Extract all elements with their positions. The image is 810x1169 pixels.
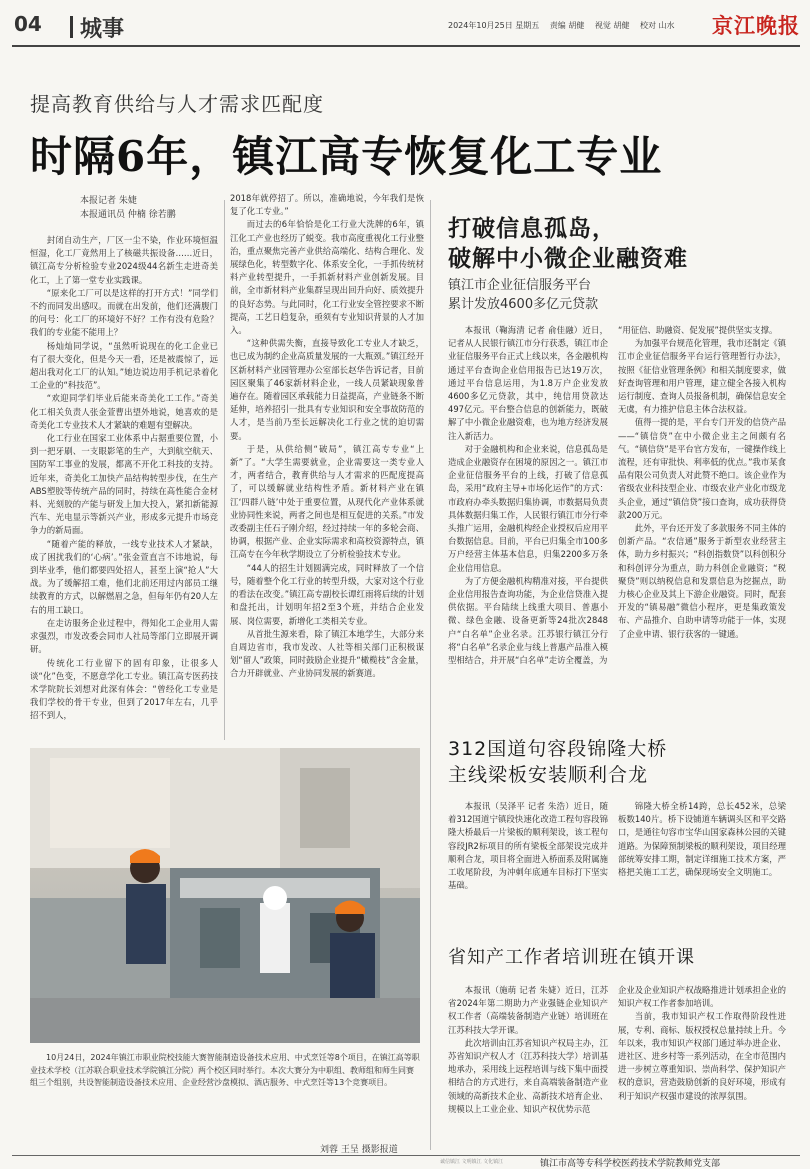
header-meta [448, 20, 683, 31]
paragraph: 企业及企业知识产权战略推进计划承担企业的知识产权工作者参加培训。 [618, 985, 786, 1009]
paragraph: “用征信、助融资、促发展”提供坚实支撑。 [618, 325, 778, 335]
paragraph: 本报讯（施萌 记者 朱婕）近日，江苏省2024年第二期助力产业强链企业知识产权工作者（高端装备制造产业链）培训班在江苏科技大学开课。 [448, 985, 608, 1035]
proofreader-credit: 校对 山水 [640, 21, 675, 30]
ip-headline: 省知产工作者培训班在镇开课 [448, 947, 695, 968]
news-photo [30, 748, 420, 1043]
bridge-headline-line-1: 312国道句容段锦隆大桥 [448, 738, 668, 760]
lead-byline-correspondent: 本报通讯员 仲楠 徐若鹏 [80, 210, 176, 220]
paragraph: “这种供需失衡，直接导致化工专业人才缺乏，也已成为制约企业高质量发展的一大瓶颈。”镇江经开区新材料产业园管理办公室部长赵华告诉记者，目前园区聚集了46家新材料企业，一线人员紧缺现象普遍存在。随着园区承载能力日益提高，产业链条不断延伸，培养招引一批具有专业知识和安全事故防范的人才，是当前乃至长远解决化工行业之忧的迫切需要。 [230, 338, 424, 441]
paragraph: 对于金融机构和企业来说，信息孤岛是造成企业融资存在困境的原因之一。镇江市企业征信服务平台的上线，打破了信息孤岛，采用“政府主导+市场化运作”的方式：市政府办牵头数据归集协调，市数据局负责具体数据归集工作，人民银行镇江市分行牵头推广运用，金融机构经企业授权后应用平台数据信息。目前，平台已归集全市100多万户经营主体基本信息，归集2200多万条企业信用信息。 [448, 443, 608, 573]
column-divider [224, 200, 225, 740]
paragraph: 此次培训由江苏省知识产权局主办，江苏省知识产权人才（江苏科技大学）培训基地承办，采用线上远程培训与线下集中面授相结合的方式进行，来自高端装备制造产业领域的高新技术企业、高新技术培育企业、规模以上工业企业、知识产权优势示范 [448, 1037, 608, 1114]
paragraph: 此外，平台还开发了多款服务不同主体的创新产品。“农信通”服务于新型农业经营主体，助力乡村振兴；“科创指数贷”以科创积分和科创评分为重点，助力科创企业融资；“税聚贷”则以纳税信息和发票信息为挖掘点，助力核心企业及其上下游企业融资。同时，配套开发的“镇易融”微信小程序，更是集政策发布、产品推介、自助申请等功能于一体，实现了企业申请、银行获客的一键通。 [618, 523, 786, 639]
paragraph: 为加强平台规范化管理，我市还制定《镇江市企业征信服务平台运行管理暂行办法》，按照《征信业管理条例》和相关制度要求，做好查询管理和用户管理，建立健全各接入机构运行制度、查询人员报备机制，确保信息安全无虞，有力推护信息主体合法权益。 [618, 338, 786, 415]
photo-caption [30, 1052, 420, 1090]
paragraph: 从首批生源来看，除了镇江本地学生，大部分来自周边省市，我市发改、人社等相关部门正积极谋划“留人”政策，同时鼓励企业提升“橄榄枝”含金量，合力开辟就业、产业协同发展的新赛道。 [230, 628, 424, 679]
paragraph: “44人的招生计划圆满完成，同时释放了一个信号，随着整个化工行业的转型升级，大家对这个行业的看法在改变。”镇江高专副校长谭红雨将后续的计划和盘托出，计划明年招2至3个班，并结合企业发展、岗位需要，新增化工类相关专业。 [230, 562, 424, 626]
paragraph: 杨灿灿同学说，“虽然听说现在的化工企业已有了很大变化，但是今天一看，还是被震惊了，远超出我对化工厂的认知。”她边说边用手机记录着化工企业的“科技范”。 [30, 340, 218, 391]
lead-byline [80, 194, 210, 222]
photo-credit: 刘蓉 王呈 摄影报道 [320, 1145, 398, 1155]
lead-byline-reporter: 本报记者 朱婕 [80, 196, 137, 206]
finance-headline-line-2: 破解中小微企业融资难 [448, 246, 688, 272]
section-name: 城事 [80, 17, 125, 42]
paragraph: 本报讯（吴泽平 记者 朱浩）近日，随着312国道宁镇段快速化改造工程句容段锦隆大桥最后一片梁板的顺利架设，该工程句容段JR2标项目的所有梁板全部架设完成并顺利合龙，项目将全面进入桥面系及附属施工收尾阶段，为冲刺年底通车目标打下坚实基础。 [448, 801, 608, 891]
bridge-column-1 [448, 800, 608, 910]
newspaper-masthead: 京江晚报 [712, 13, 800, 38]
bridge-headline [448, 736, 667, 788]
issue-date: 2024年10月25日 星期五 [448, 21, 540, 30]
bridge-headline-line-2: 主线梁板安装顺利合龙 [448, 764, 649, 786]
finance-deck [448, 276, 598, 314]
lead-kicker: 提高教育供给与人才需求匹配度 [30, 92, 324, 116]
ip-column-2 [618, 984, 786, 1150]
paragraph: 当前，我市知识产权工作取得阶段性进展，专利、商标、版权授权总量持续上升。今年以来，我市知识产权部门通过举办进企业、进社区、进乡村等一系列活动，在全市范围内进一步树立尊重知识、崇尚科学、保护知识产权的意识，营造鼓励创新的良好环境，形成有利于知识产权强市建设的浓厚氛围。 [618, 1011, 786, 1101]
paragraph: “随着产能的释放，一线专业技术人才紧缺，成了困扰我们的‘心病’。”张金萱直言不讳地说，每到毕业季，他们都要四处招人，甚至上演“抢人”大战。为了缓解招工难，他们北前还用过内部员工继续教育的方式，以解燃眉之急，但每年仍有20人左右的用工缺口。 [30, 538, 218, 615]
lead-headline: 时隔6年，镇江高专恢复化工专业 [30, 132, 663, 181]
paragraph: 于是，从供给侧“破局”，镇江高专专业“上新”了。“大学生需要就业，企业需要这一类专业人才，两者结合，教育供给与人才需求的匹配度提高了，可以缓解就业结构性矛盾。新材料产业在镇江‘四群八链’中处于重要位置，从现代化产业体系就业协同性来说，两者之间也是相互促进的关系。”市发改委副主任石子刚介绍，经过持续一年的多轮会商、协调，根据产业、企业实际需求和高校资源特点，镇江高专在今年秋学期设立了分析检验技术专业。 [230, 443, 424, 560]
finance-deck-line-2: 累计发放4600多亿元贷款 [448, 297, 599, 312]
finance-headline [448, 214, 688, 274]
finance-column-2 [618, 324, 786, 720]
paragraph: 传统化工行业留下的固有印象，让很多人谈“化”色变，不愿意学化工专业。镇江高专医药技术学院院长刘想对此深有体会：“曾经化工专业是我们学校的骨干专业，但到了2017年左右，几乎招不到人， [30, 657, 218, 721]
footer-fine-print: 诚信镇江 文明镇江 文化镇江 [440, 1159, 504, 1165]
paragraph: 化工行业在国家工业体系中占据重要位置，小到一把牙刷、一支眼影笔的生产，大到航空航天、国防军工事业的发展，都离不开化工科技的支持。近年来，奇美化工加快产品结构转型步伐，在生产ABS塑胶等传统产品的同时，持续在高性能合金材料、光刻胶的产能与研发上加大投入，紧扣新能源汽车、光电显示等新兴产业，形成多元提升市场竞争力的新局面。 [30, 433, 218, 536]
column-divider [430, 200, 431, 1150]
paragraph: “欢迎同学们毕业后能来奇美化工工作。”奇美化工相关负责人张金萱曹出望外地说，她喜欢的是奇美化工专业技术人才紧缺的难题有望解决。 [30, 393, 218, 430]
paragraph: 2018年就停招了。所以，准确地说，今年我们是恢复了化工专业。” [230, 193, 424, 217]
bridge-column-2 [618, 800, 786, 910]
paragraph: 为了方便金融机构精准对接，平台提供企业信用报告查询功能，为企业信贷准入提供依据。平台陆续上线重大项目、普惠小微、绿色金融、设备更新等24批次2848户“白名单”企业名录。江苏银行镇江分行将“白名单”名录企业与线上普惠产品准入模型相结合，并开展“白名单”走访全覆盖，为 [448, 575, 608, 666]
paragraph: 封闭自动生产，厂区一尘不染，作业环境恒温恒湿，化工厂竟然用上了核磁共振设备……近日，镇江高专分析检验专业2024级44名新生走进奇美化工，上了第一堂专业实践课。 [30, 235, 218, 285]
footer-sponsor-note: 镇江市高等专科学校医药技术学院教师党支部 [540, 1156, 720, 1169]
section-divider [70, 16, 73, 38]
finance-headline-line-1: 打破信息孤岛， [448, 216, 616, 242]
page-number: 04 [14, 12, 42, 36]
finance-column-1 [448, 324, 608, 720]
robotics-competition-photo [30, 748, 420, 1043]
header-rule [12, 45, 800, 47]
paragraph: 而过去的6年恰恰是化工行业大洗牌的6年，镇江化工产业也经历了蜕变。我市高度重视化工行业整治，重点聚焦完善产业供给高端化、结构合理化、发展绿色化，转型数字化、体系安全化，一手抓传统材料产业转型提升，一手抓新材料产业创新发展。目前，全市新材料产业集群呈现出回升向好、质效提升的良好态势。与此同时，化工行业安全管控要求不断提高，工艺日趋复杂，亟须有专业知识背景的人才加入。 [230, 219, 424, 336]
paragraph: 在走访服务企业过程中，得知化工企业用人需求强烈，市发改委会同市人社局等部门立即展开调研。 [30, 617, 218, 655]
lead-column-2 [230, 192, 424, 740]
ip-column-1 [448, 984, 608, 1150]
designer-credit: 视觉 胡健 [594, 21, 630, 30]
finance-deck-line-1: 镇江市企业征信服务平台 [448, 278, 592, 293]
paragraph: 锦隆大桥全桥14跨，总长452米，总梁板数140片。桥下设铺道车辆调头区和平交路口，是通往句容市宝华山国家森林公园的关键道路。为保障预制梁板的顺利架设，项目经理部统筹安排工期，制定详细施工技术方案，严格把关施工工艺，确保现场安全文明施工。 [618, 801, 786, 878]
paragraph: 值得一提的是，平台专门开发的信贷产品——“镇信贷”在中小微企业主之间颇有名气。“镇信贷”是平台官方发布，一键操作线上流程，还有审批快、利率低的优点。”我市某食品有限公司负责人对此赞不绝口。该企业作为省级农业科技型企业、市级农业产业化市级龙头企业，通过“镇信贷”接口查询，成功获得贷款200万元。 [618, 417, 786, 520]
photo-caption-text: 10月24日，2024年镇江市职业院校技能大赛智能制造设备技术应用、中式烹饪等8个项目，在镇江高等职业技术学校（江苏联合职业技术学院镇江分院）两个校区同时举行。本次大赛分为中职组、教师组和师生同赛组三个组别，共设智能制造设备技术应用、企业经营沙盘模拟、酒店服务、中式烹饪等13个竞赛项目。 [30, 1053, 420, 1088]
lead-column-1 [30, 234, 218, 740]
paragraph: 本报讯（鞠海清 记者 俞佳融）近日，记者从人民银行镇江市分行获悉，镇江市企业征信服务平台正式上线以来，各金融机构通过平台查询企业信用报告已达19万次，通过平台信息运用，为1.8万户企业发放4600多亿元贷款，其中，纯信用贷款达497亿元。平台整合信息的创新能力，既破解了中小微企业融资难，也为地方经济发展注入新活力。 [448, 325, 608, 441]
paragraph: “原来化工厂可以是这样的打开方式！”同学们不约而同发出感叹。而就在出发前，他们还满腹门的问号：化工厂的环境好不好？工作有没有危险？我们的专业能不能用上？ [30, 287, 218, 338]
editor-credit: 责编 胡健 [549, 21, 585, 30]
